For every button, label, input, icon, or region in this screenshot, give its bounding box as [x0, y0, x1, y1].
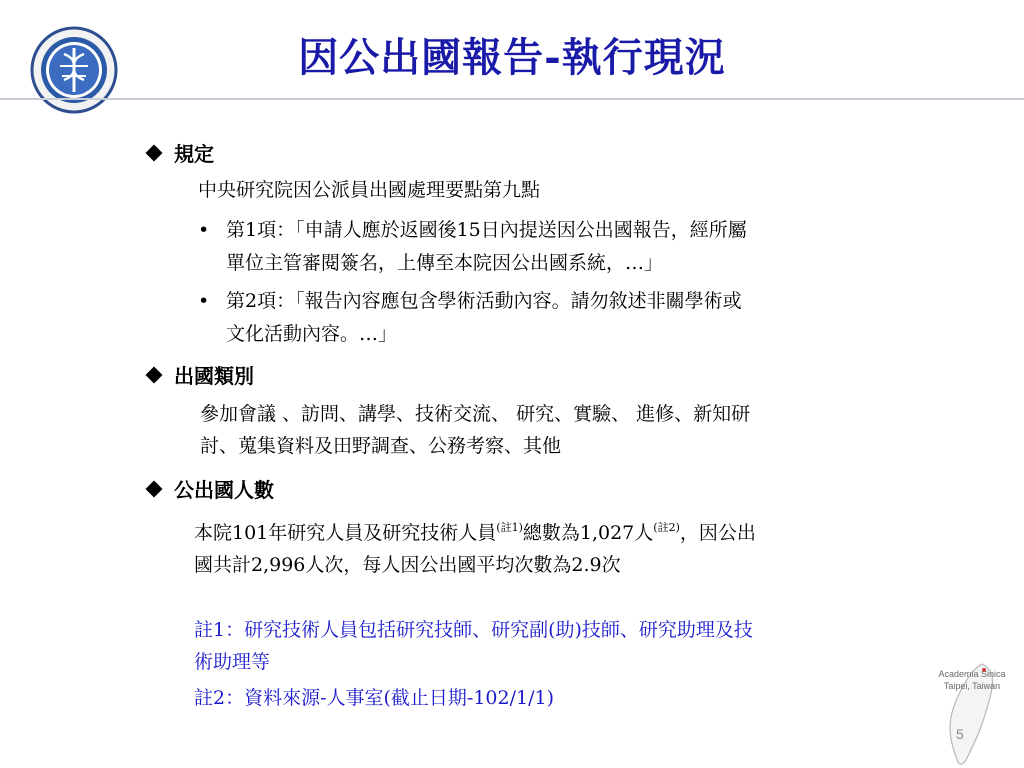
rule-bullet-1: • 第1項：「申請人應於返國後15日內提送因公出國報告，經所屬 單位主管審閱簽名，上傳至本院因公出國系統，…」 — [226, 214, 747, 280]
note1-marker: (註1) — [496, 521, 523, 534]
diamond-bullet-icon — [146, 480, 163, 497]
diamond-bullet-icon — [146, 366, 163, 383]
page-title: 因公出國報告-執行現況 — [298, 34, 726, 81]
section-heading-categories: 出國類別 — [146, 360, 254, 389]
map-caption: Academia Sinica Taipei, Taiwan — [938, 669, 1006, 691]
section-heading-rules: 規定 — [146, 138, 214, 167]
rule-bullet-2: • 第2項：「報告內容應包含學術活動內容。請勿敘述非關學術或 文化活動內容。…」 — [226, 285, 742, 351]
note-1: 註1：研究技術人員包括研究技師、研究副(助)技師、研究助理及技 術助理等 — [194, 619, 753, 673]
section-heading-headcount: 公出國人數 — [146, 474, 274, 503]
bullet-dot-icon: • — [198, 290, 210, 312]
rules-intro: 中央研究院因公派員出國處理要點第九點 — [198, 179, 541, 201]
categories-text: 參加會議 、訪問、講學、技術交流、 研究、實驗、 進修、新知研 討、蒐集資料及田野調查、公務考察、其他 — [200, 403, 751, 457]
note2-marker: (註2) — [653, 521, 680, 534]
diamond-bullet-icon — [146, 144, 163, 161]
note-2: 註2：資料來源-人事室(截止日期-102/1/1) — [194, 687, 554, 709]
page-number: 5 — [956, 726, 964, 742]
bullet-dot-icon: • — [198, 219, 210, 241]
headcount-text: 本院101年研究人員及研究技術人員$^{(註1)}$總數為1,027人$^{(註2)}$，因公出 國共計2,996人次，每人因公出國平均次數為2.9次 — [194, 521, 756, 576]
